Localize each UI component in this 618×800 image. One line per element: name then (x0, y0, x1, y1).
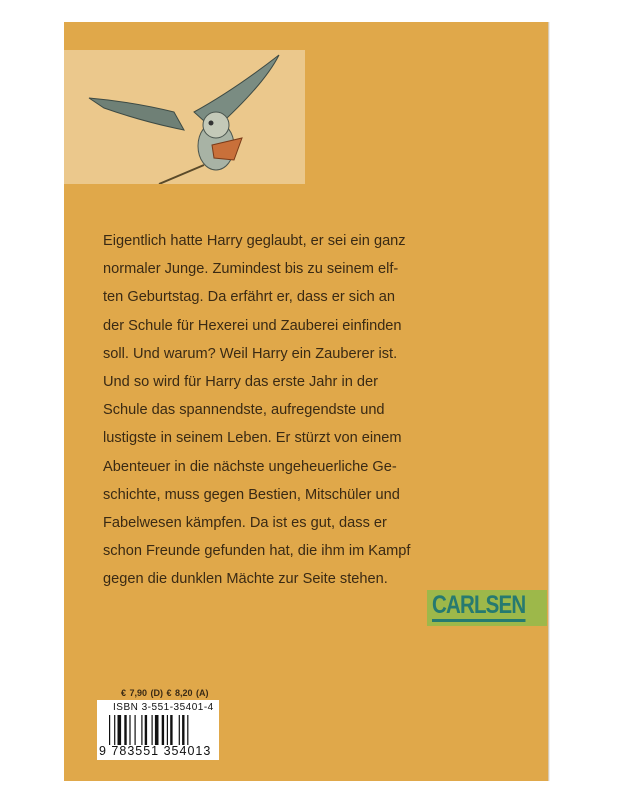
blurb-line: Eigentlich hatte Harry geglaubt, er sei ein ganz (103, 233, 406, 249)
barcode-bar (109, 715, 110, 745)
blurb-line: normaler Junge. Zumindest bis zu seinem elf- (103, 261, 399, 278)
barcode-bar (170, 715, 172, 745)
barcode-label (97, 700, 219, 760)
barcode-bar (167, 715, 168, 745)
barcode-bar (135, 715, 136, 745)
owl-illustration (64, 50, 305, 184)
barcode-bar (145, 715, 147, 745)
isbn-text: ISBN 3-551-35401-4 (113, 702, 214, 713)
barcode-bars (109, 715, 209, 745)
barcode-bar (152, 715, 153, 745)
blurb-line: schichte, muss gegen Bestien, Mitschüler und (103, 486, 400, 503)
blurb-line: Abenteuer in die nächste ungeheuerliche Ge- (103, 458, 397, 475)
barcode-bar (118, 715, 122, 745)
ean-number: 9 783551 354013 (99, 744, 212, 758)
blurb-line: lustigste in seinem Leben. Er stürzt von einem (103, 430, 402, 447)
blurb-line: gegen die dunklen Mächte zur Seite stehen. (103, 571, 388, 588)
blurb-line: Schule das spannendste, aufregendste und (103, 402, 385, 419)
publisher-name: CARLSEN (432, 592, 525, 622)
barcode-bar (179, 715, 180, 745)
blurb-line: Fabelwesen kämpfen. Da ist es gut, dass er (103, 515, 387, 532)
barcode-bar (129, 715, 130, 745)
blurb-line: schon Freunde gefunden hat, die ihm im Kampf (103, 543, 411, 560)
blurb-line: der Schule für Hexerei und Zauberei einfinden (103, 317, 402, 334)
barcode-bar (182, 715, 184, 745)
blurb-line: ten Geburtstag. Da erfährt er, dass er sich an (103, 289, 396, 306)
blurb-line: soll. Und warum? Weil Harry ein Zauberer ist. (103, 345, 398, 362)
price-label: € 7,90 (D) € 8,20 (A) (121, 688, 209, 698)
barcode-bar (141, 715, 142, 745)
barcode-bar (114, 715, 115, 745)
barcode-bar (124, 715, 126, 745)
blurb-text (103, 227, 423, 594)
barcode-bar (162, 715, 164, 745)
blurb-line: Und so wird für Harry das erste Jahr in der (103, 374, 378, 391)
barcode-bar (155, 715, 159, 745)
publisher-logo (427, 590, 547, 626)
barcode-bar (187, 715, 188, 745)
